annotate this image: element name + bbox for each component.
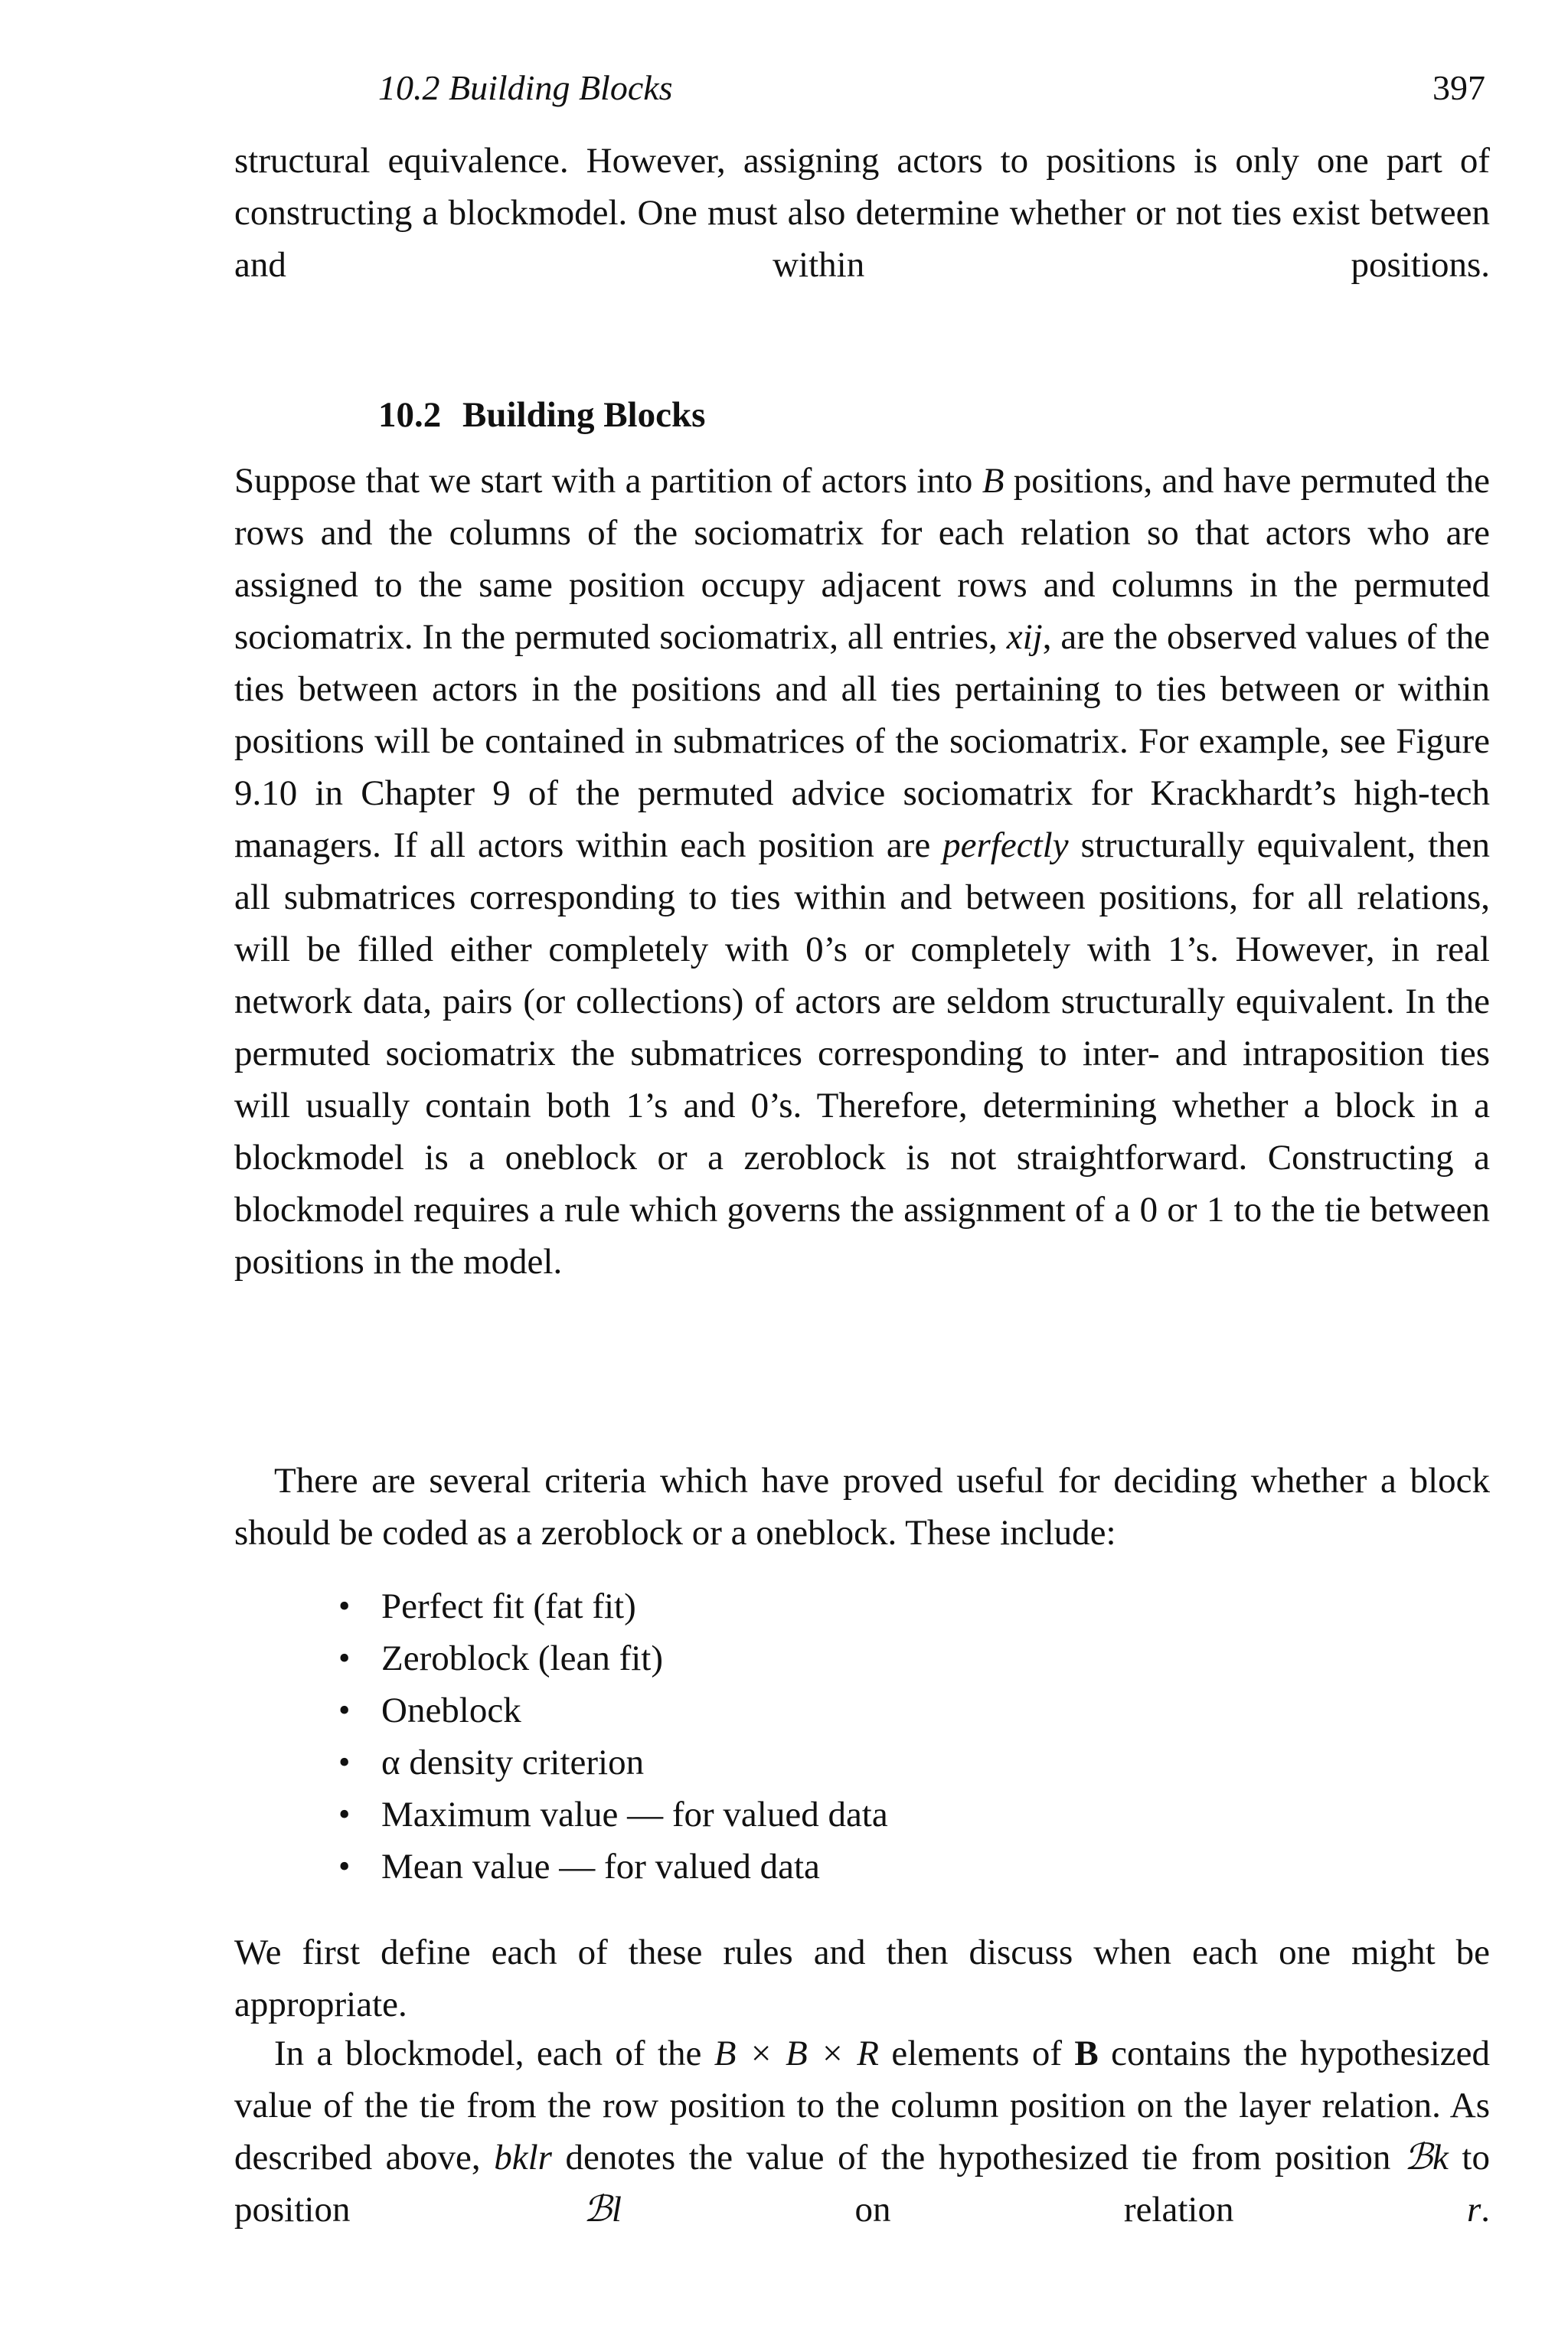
criteria-label: Perfect fit (fat fit)	[381, 1586, 636, 1626]
symbol-bklr: bklr	[494, 2138, 552, 2178]
criteria-item	[338, 1789, 1181, 1841]
symbol-b: B	[982, 461, 1004, 501]
symbol-position-l: ℬl	[583, 2190, 622, 2230]
matrix-symbol-b: B	[1074, 2034, 1099, 2073]
blockmodel-text-a: In a blockmodel, each of the	[274, 2034, 714, 2073]
bullet-icon: •	[338, 1691, 351, 1729]
criteria-item	[338, 1632, 1181, 1684]
intro-text: structural equivalence. However, assigning actors to positions is only one part of constructing a blockmodel. One must also determine whether or not ties exist between and within positions.	[234, 141, 1490, 285]
paragraph-text-c: positions, and have permuted the rows and the columns of the sociomatrix for each relation so that actors who are assigned to the same position occupy adjacent rows and columns in the permuted sociomatrix. In the permuted sociomatrix, all entries,	[234, 461, 1490, 657]
section-number: 10.2	[378, 395, 442, 435]
emphasis-perfectly: perfectly	[942, 825, 1069, 865]
symbol-r: r	[1466, 2190, 1481, 2230]
section-heading	[378, 389, 705, 441]
criteria-label: Zeroblock (lean fit)	[381, 1638, 663, 1678]
criteria-item	[338, 1841, 1181, 1893]
criteria-item	[338, 1580, 1181, 1632]
bullet-icon: •	[338, 1848, 351, 1885]
blockmodel-paragraph	[234, 2027, 1490, 2236]
running-head: 10.2 Building Blocks	[378, 68, 673, 107]
intro-paragraph	[234, 135, 1490, 291]
blockmodel-text-c: elements of	[878, 2034, 1075, 2073]
paragraph-text-e: , are the observed values of the ties between actors in the positions and all ties pertaining to ties between or within positions will be contained in submatrices of the sociomatrix. For example, see Figure 9.10 in Chapter 9 of the permuted advice sociomatrix for Krackhardt’s high-tech managers. If all actors within each position are	[234, 617, 1490, 865]
blockmodel-text-k: on relation	[621, 2190, 1467, 2230]
symbol-bxbxr: B × B × R	[714, 2034, 879, 2073]
blockmodel-text-i: to position	[234, 2138, 1490, 2230]
rules-text: We first define each of these rules and then discuss when each one might be appropriate.	[234, 1933, 1490, 2024]
page-header	[378, 63, 1485, 113]
criteria-intro-paragraph	[234, 1455, 1490, 1559]
building-blocks-text	[234, 455, 1490, 1288]
paragraph-text-a: Suppose that we start with a partition of actors into	[234, 461, 982, 501]
bullet-icon: •	[338, 1743, 351, 1781]
blockmodel-text-e: contains the hypothesized value of the tie from the row position to the column position on the layer relation. As described above,	[234, 2034, 1491, 2178]
page-number: 397	[1432, 68, 1485, 107]
criteria-label: α density criterion	[381, 1743, 645, 1782]
bullet-icon: •	[338, 1795, 351, 1833]
criteria-label: Maximum value — for valued data	[381, 1795, 888, 1834]
rules-paragraph	[234, 1926, 1490, 2031]
blockmodel-text-m: .	[1481, 2190, 1490, 2230]
blockmodel-text	[234, 2027, 1490, 2236]
paragraph-text-g: structurally equivalent, then all submatrices corresponding to ties within and between positions, for all relations, will be filled either completely with 0’s or completely with 1’s. However, in real network data, pairs (or collections) of actors are seldom structurally equivalent. In the permuted sociomatrix the submatrices corresponding to inter- and intraposition ties will usually contain both 1’s and 0’s. Therefore, determining whether a block in a blockmodel is a oneblock or a zeroblock is not straightforward. Constructing a blockmodel requires a rule which governs the assignment of a 0 or 1 to the tie between positions in the model.	[234, 825, 1490, 1282]
bullet-icon: •	[338, 1587, 351, 1625]
blockmodel-text-g: denotes the value of the hypothesized tie from position	[551, 2138, 1405, 2178]
symbol-position-k: ℬk	[1404, 2138, 1449, 2178]
criteria-item	[338, 1736, 1181, 1789]
section-title: Building Blocks	[462, 395, 706, 435]
criteria-intro-text: There are several criteria which have proved useful for deciding whether a block should be coded as a zeroblock or a oneblock. These include:	[234, 1461, 1490, 1553]
symbol-xij: xij	[1006, 617, 1043, 657]
criteria-list	[338, 1580, 1181, 1893]
criteria-item	[338, 1684, 1181, 1736]
criteria-label: Oneblock	[381, 1691, 521, 1730]
building-blocks-paragraph	[234, 455, 1490, 1288]
bullet-icon: •	[338, 1639, 351, 1677]
criteria-label: Mean value — for valued data	[381, 1847, 820, 1887]
